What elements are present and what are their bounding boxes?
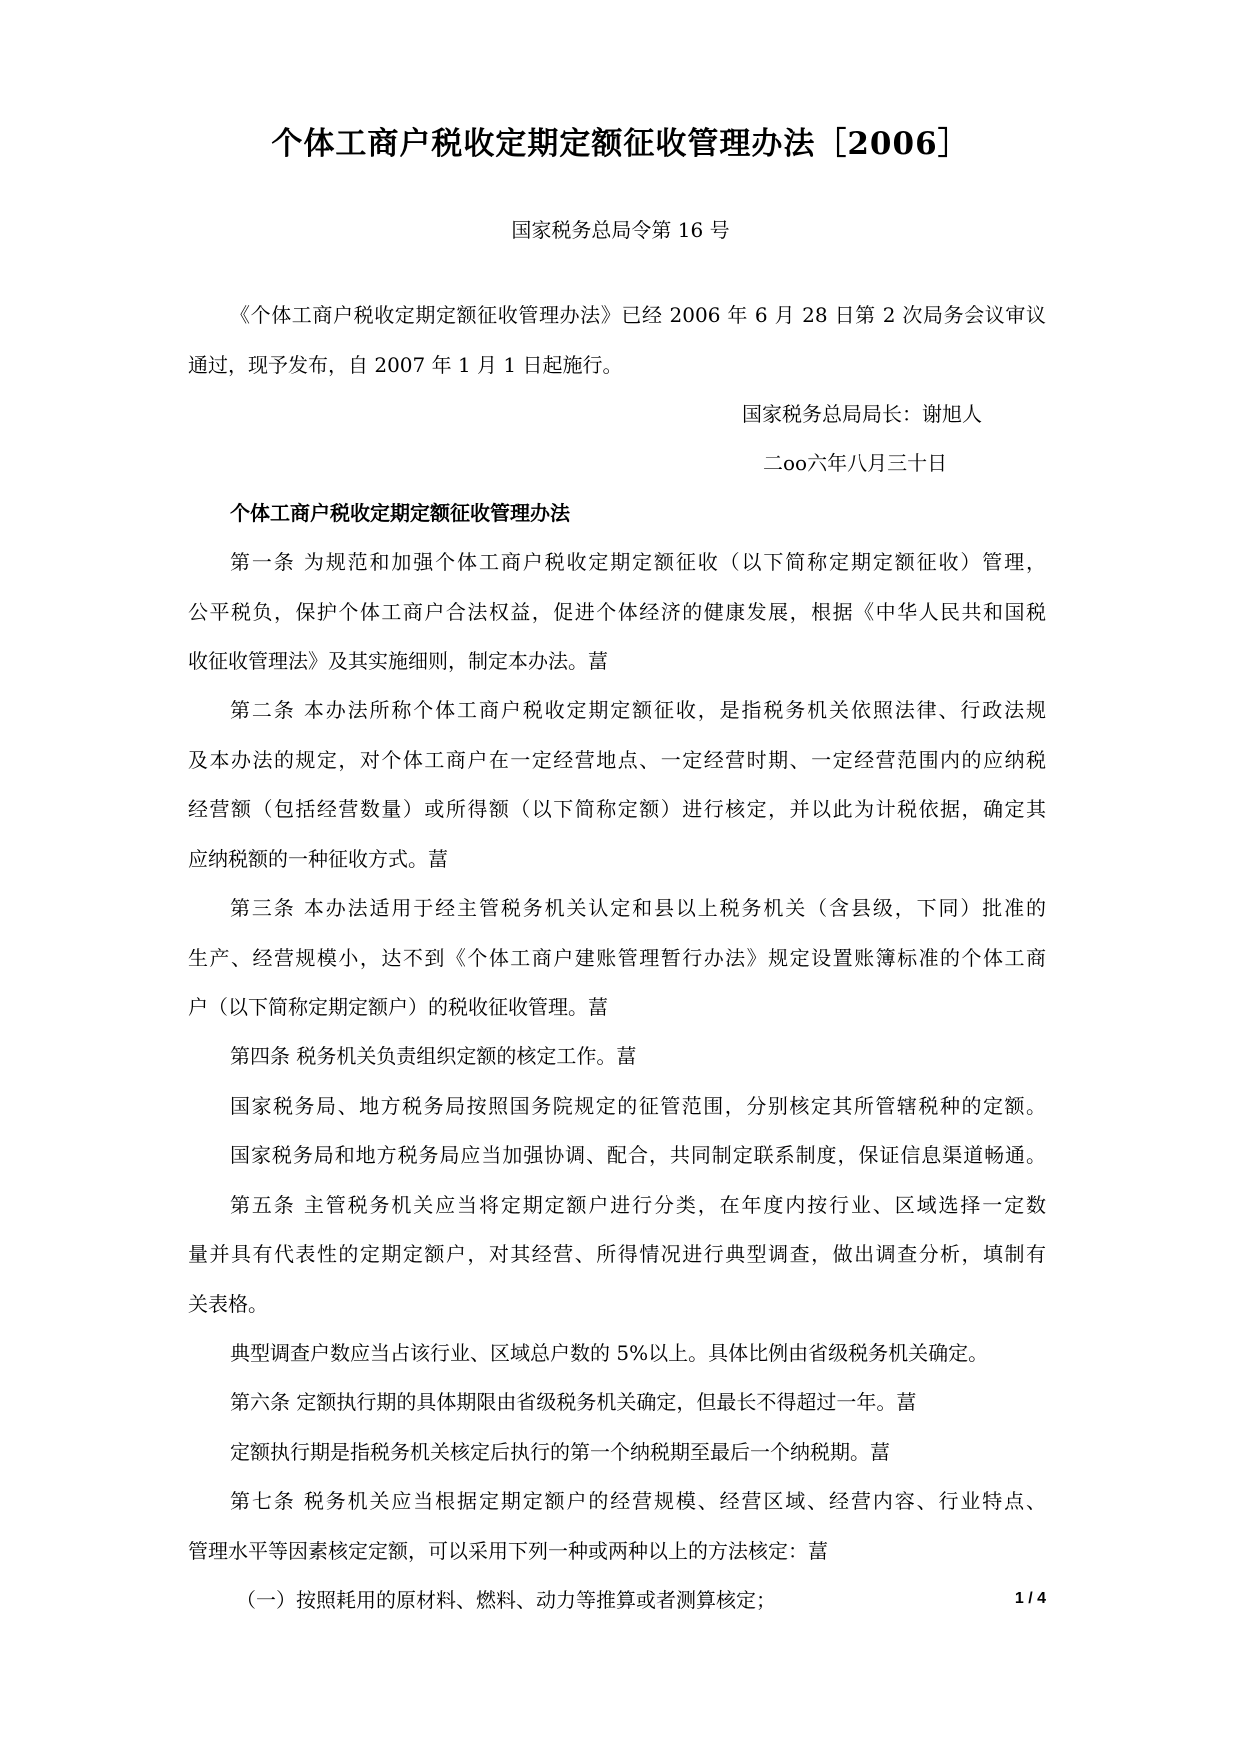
body-line: 国家税务局、地方税务局按照国务院规定的征管范围，分别核定其所管辖税种的定额。	[230, 1094, 1046, 1118]
body-line: 及本办法的规定，对个体工商户在一定经营地点、一定经营时期、一定经营范围内的应纳税	[188, 748, 1046, 772]
section-heading: 个体工商户税收定期定额征收管理办法	[230, 501, 570, 525]
body-line: 典型调查户数应当占该行业、区域总户数的 5%以上。具体比例由省级税务机关确定。	[230, 1341, 989, 1365]
body-line: 第二条 本办法所称个体工商户税收定期定额征收，是指税务机关依照法律、行政法规	[230, 698, 1046, 722]
body-line: 公平税负，保护个体工商户合法权益，促进个体经济的健康发展，根据《中华人民共和国税	[188, 600, 1046, 624]
order-number: 国家税务总局令第 16 号	[511, 218, 730, 242]
body-line: 第三条 本办法适用于经主管税务机关认定和县以上税务机关（含县级，下同）批准的	[230, 896, 1046, 920]
body-line: 国家税务局和地方税务局应当加强协调、配合，共同制定联系制度，保证信息渠道畅通。	[230, 1143, 1046, 1167]
body-line: 户（以下简称定期定额户）的税收征收管理。葍	[188, 995, 608, 1019]
body-line: 生产、经营规模小，达不到《个体工商户建账管理暂行办法》规定设置账簿标准的个体工商	[188, 946, 1046, 970]
preamble-line: 《个体工商户税收定期定额征收管理办法》已经 2006 年 6 月 28 日第 2 次局务会议审议	[230, 303, 1046, 327]
signatory: 国家税务总局局长：谢旭人	[742, 402, 982, 426]
body-line: 收征收管理法》及其实施细则，制定本办法。葍	[188, 649, 608, 673]
body-line: 定额执行期是指税务机关核定后执行的第一个纳税期至最后一个纳税期。葍	[230, 1440, 890, 1464]
body-line: 第七条 税务机关应当根据定期定额户的经营规模、经营区域、经营内容、行业特点、	[230, 1489, 1046, 1513]
body-line: 管理水平等因素核定定额，可以采用下列一种或两种以上的方法核定：葍	[188, 1539, 828, 1563]
preamble-line: 通过，现予发布，自 2007 年 1 月 1 日起施行。	[188, 353, 623, 377]
body-line: （一）按照耗用的原材料、燃料、动力等推算或者测算核定；	[236, 1588, 776, 1612]
page-number: 1 / 4	[1014, 1590, 1046, 1607]
body-line: 量并具有代表性的定期定额户，对其经营、所得情况进行典型调查，做出调查分析，填制有	[188, 1242, 1046, 1266]
body-line: 经营额（包括经营数量）或所得额（以下简称定额）进行核定，并以此为计税依据，确定其	[188, 797, 1046, 821]
body-line: 应纳税额的一种征收方式。葍	[188, 847, 448, 871]
body-line: 关表格。	[188, 1292, 268, 1316]
body-line: 第六条 定额执行期的具体期限由省级税务机关确定，但最长不得超过一年。葍	[230, 1390, 917, 1414]
document-title: 个体工商户税收定期定额征收管理办法［2006］	[271, 126, 970, 162]
body-line: 第一条 为规范和加强个体工商户税收定期定额征收（以下简称定期定额征收）管理，	[230, 550, 1046, 574]
issue-date: 二oo六年八月三十日	[763, 451, 948, 475]
body-line: 第五条 主管税务机关应当将定期定额户进行分类，在年度内按行业、区域选择一定数	[230, 1193, 1046, 1217]
body-line: 第四条 税务机关负责组织定额的核定工作。葍	[230, 1044, 637, 1068]
